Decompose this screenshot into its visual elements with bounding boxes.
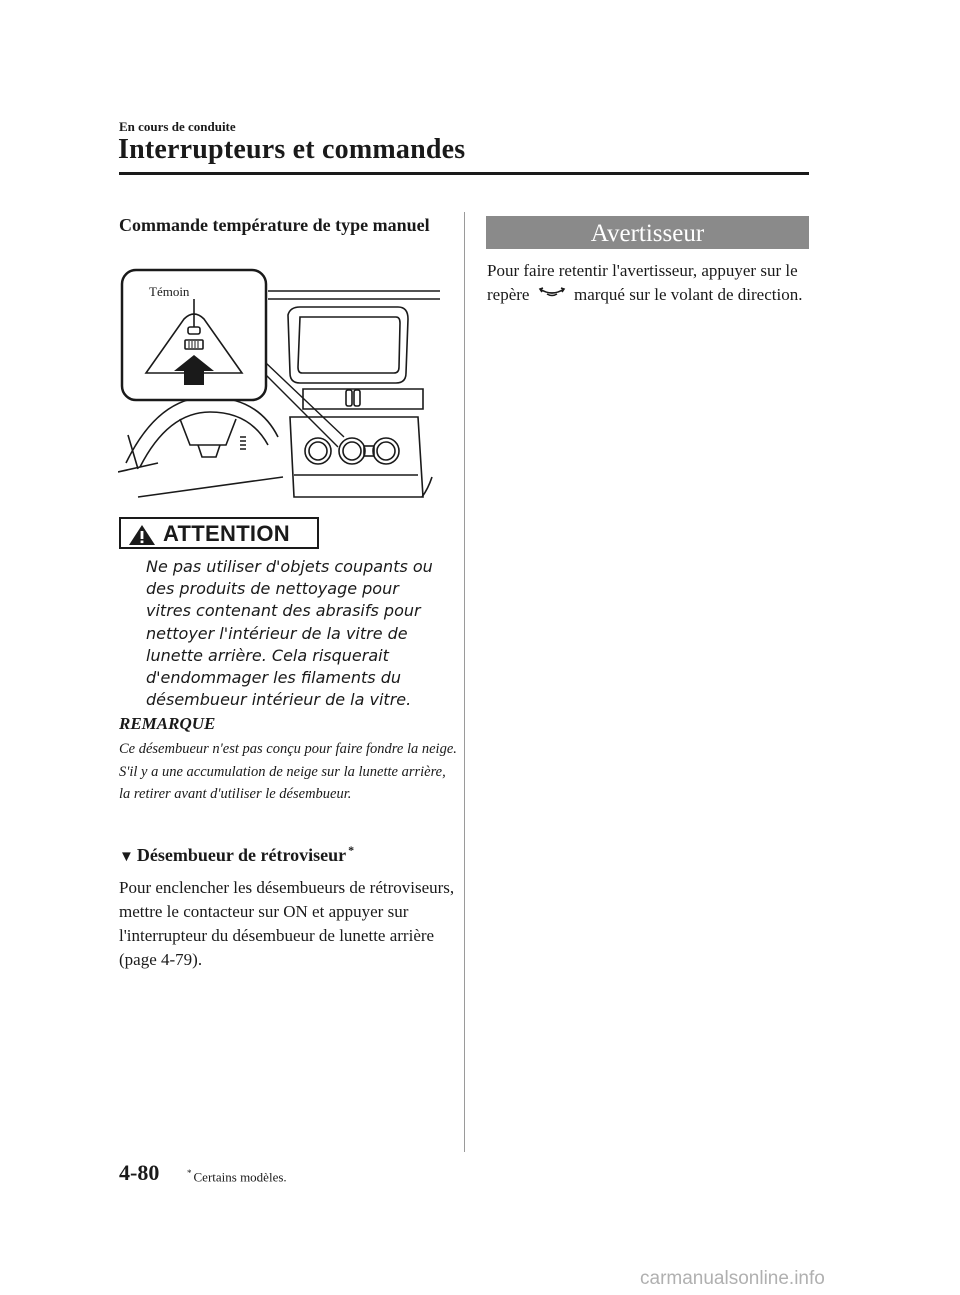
callout-label: Témoin <box>149 284 190 299</box>
remarque-text: Ce désembueur n'est pas conçu pour faire fondre la neige. S'il y a une accumulation de neige sur la lunette arrière, la retirer avant d'utiliser le désembueur. <box>119 741 457 802</box>
footnote <box>187 1168 287 1185</box>
dashboard-illustration <box>118 267 440 505</box>
attention-header <box>119 517 319 549</box>
horn-section-title: Avertisseur <box>590 220 705 247</box>
page-title: Interrupteurs et commandes <box>118 134 466 165</box>
footnote-text: Certains modèles. <box>193 1169 287 1185</box>
page-number: 4-80 <box>119 1160 160 1185</box>
watermark: carmanualsonline.info <box>640 1268 825 1289</box>
horn-text <box>487 259 817 307</box>
column-divider <box>464 212 465 1152</box>
horn-text-after: marqué sur le volant de direction. <box>569 285 803 304</box>
subsection-title: Commande température de type manuel <box>119 215 430 235</box>
warning-triangle-icon <box>127 523 157 547</box>
rear-mirror-defroster-heading <box>119 843 354 866</box>
triangle-marker: ▼ <box>119 849 134 865</box>
title-rule <box>119 172 809 175</box>
remarque-title: REMARQUE <box>119 714 216 733</box>
heading-text: Désembueur de rétroviseur <box>136 845 347 865</box>
attention-text: Ne pas utiliser d'objets coupants ou des produits de nettoyage pour vitres contenant des abrasifs pour nettoyer l'intérieur de la vitre de lunette arrière. Cela risquerait d'endommager les filaments du désembueur intérieur de la vitre. <box>146 557 433 710</box>
dashboard-drawing <box>118 267 440 505</box>
horn-icon <box>534 287 570 301</box>
horn-section-banner <box>486 216 809 249</box>
section-label: En cours de conduite <box>119 119 236 134</box>
attention-label: ATTENTION <box>163 521 290 546</box>
optional-star: * <box>348 843 355 857</box>
horn-text-before: Pour faire retentir l'avertisseur, appuyer sur le repère <box>487 261 798 304</box>
rear-mirror-defroster-text: Pour enclencher les désembueurs de rétroviseurs, mettre le contacteur sur ON et appuyer sur l'interrupteur du désembueur de lunette arrière (page 4-79). <box>119 878 455 969</box>
footnote-star: * <box>187 1168 192 1178</box>
